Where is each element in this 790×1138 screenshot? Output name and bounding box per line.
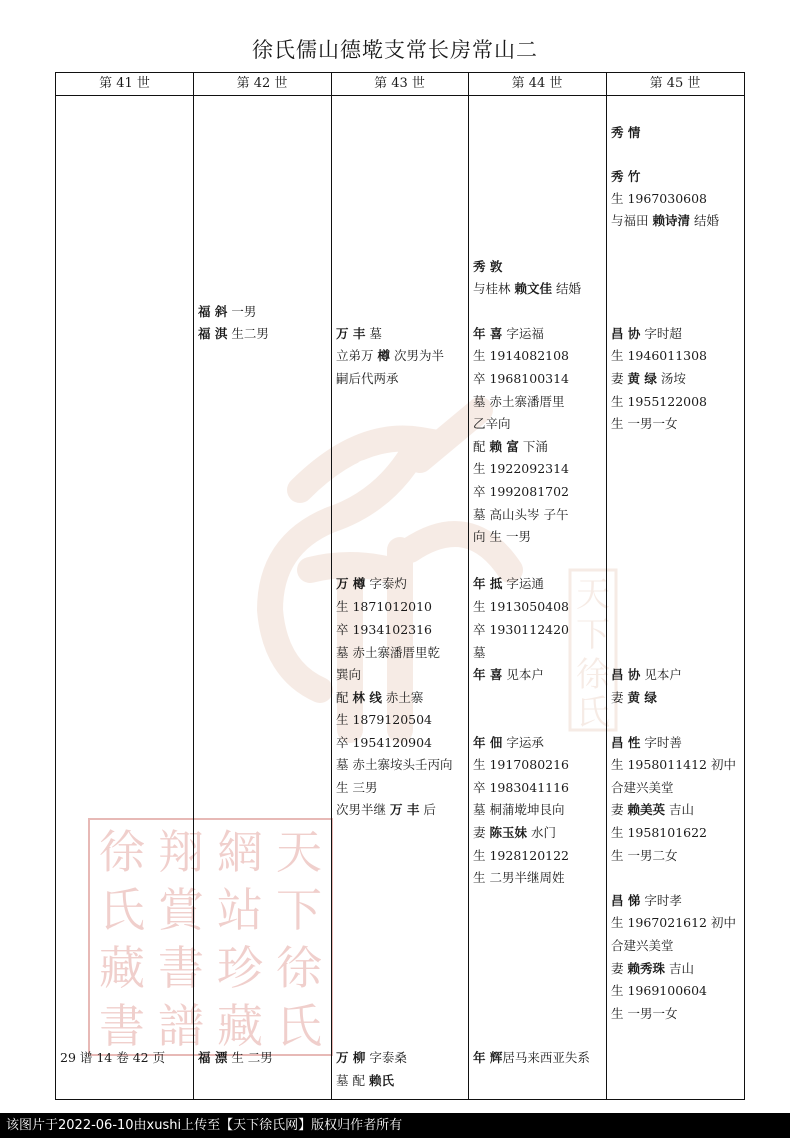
entry-line: 生 三男 [336,780,378,795]
entry-text: 妻 [611,802,628,817]
entry-text: 结婚 [690,213,719,228]
person-name: 年 喜 [473,326,503,341]
entry-line: 生 1969100604 [611,983,708,998]
entry-text: 水门 [527,825,556,840]
entry-line [611,123,640,143]
entry-text: 配 [473,439,490,454]
header-gen-43: 第 43 世 [374,76,425,91]
copyright-footer: 该图片于2022-06-10由xushi上传至【天下徐氏网】版权归作者所有 [0,1113,790,1138]
person-name: 万 丰 [389,802,420,817]
entry-line [198,302,256,322]
seal-char: 網 [217,825,263,879]
seal-char: 譜 [158,999,204,1053]
entry-line: 墓 赤土寨潘厝里 [473,394,565,409]
entry-text: 生 二男 [227,1050,273,1065]
entry-line [336,800,436,820]
entry-line: 墓 高山头岑 子午 [473,507,569,522]
seal-char: 藏 [217,999,263,1053]
entry-line: 乙辛向 [473,416,511,431]
entry-line [611,665,682,685]
entry-line [198,324,269,344]
seal-char: 站 [217,883,263,937]
person-name: 年 佃 [473,735,503,750]
entry-line: 生 一男二女 [611,848,678,863]
entry-text: 吉山 [665,802,694,817]
person-name: 年 喜 [473,667,503,682]
svg-text:下: 下 [576,615,610,655]
seal-char: 珍 [217,941,263,995]
entry-line: 墓 [473,645,486,660]
entry-line [473,257,502,277]
entry-line [611,688,657,708]
person-name: 赖 富 [489,439,519,454]
person-name: 福 漂 [198,1050,228,1065]
entry-line [473,823,556,843]
entry-line: 生 1955122008 [611,394,708,409]
seal-char: 書 [99,999,145,1053]
entry-text: 生二男 [227,326,269,341]
entry-line: 嗣后代两承 [336,371,399,386]
entry-line: 生 二男半继周姓 [473,870,565,885]
entry-line: 生 1967021612 初中 [611,915,736,930]
entry-line [611,800,694,820]
entry-line [473,279,581,299]
entry-text: 妻 [611,371,628,386]
person-name: 昌 悌 [611,893,641,908]
entry-line: 合建兴美堂 [611,938,674,953]
entry-text: 字泰桑 [365,1050,407,1065]
entry-text: 一男 [227,304,257,319]
entry-line [336,688,423,708]
entry-line [611,733,682,753]
entry-text: 与桂林 [473,281,515,296]
person-name: 林 线 [352,690,382,705]
person-name: 赖氏 [368,1073,394,1088]
entry-text: 与福田 [611,213,653,228]
entry-text: 墓 [365,326,382,341]
person-name: 赖美英 [627,802,665,817]
entry-text: 字泰灼 [365,576,407,591]
entry-line: 墓 赤土寨潘厝里乾 [336,645,440,660]
entry-line: 墓 桐蒲墘坤艮向 [473,802,565,817]
person-name: 福 淇 [198,326,228,341]
entry-text: 妻 [611,690,628,705]
svg-text:氏: 氏 [576,693,610,733]
seal-char: 書 [158,941,204,995]
entry-line: 生 1914082108 [473,348,570,363]
entry-text: 赤土寨 [381,690,424,705]
person-name: 昌 协 [611,667,641,682]
entry-text: 下涌 [518,439,548,454]
seal-char: 賞 [158,883,204,937]
entry-line [473,324,544,344]
entry-line [611,324,682,344]
person-name: 年 辉 [473,1050,503,1065]
seal-char: 翔 [158,825,204,879]
person-name: 樽 [377,348,390,363]
person-name: 赖诗清 [652,213,690,228]
person-name: 赖秀珠 [627,961,665,976]
entry-line: 墓 赤土寨垵头壬丙向 [336,757,453,772]
seal-char: 徐 [99,825,145,879]
entry-text: 配 [336,690,353,705]
entry-line: 生 1946011308 [611,348,708,363]
person-name: 秀 竹 [611,169,641,184]
column-divider [606,73,607,1099]
person-name: 昌 协 [611,326,641,341]
person-name: 陈玉妹 [489,825,527,840]
entry-line [473,665,544,685]
entry-line: 卒 1934102316 [336,622,433,637]
person-name: 万 丰 [336,326,366,341]
entry-line [473,733,544,753]
person-name: 秀 敦 [473,259,503,274]
entry-line: 合建兴美堂 [611,780,674,795]
entry-text: 见本户 [502,667,544,682]
entry-line [611,167,640,187]
entry-line: 生 1917080216 [473,757,570,772]
entry-line: 生 1871012010 [336,599,433,614]
entry-text: 字运福 [502,326,544,341]
entry-line [336,1071,394,1091]
entry-line [611,369,686,389]
header-gen-44: 第 44 世 [511,76,563,91]
entry-text: 字运承 [502,735,544,750]
entry-text: 见本户 [640,667,682,682]
person-name: 年 抵 [473,576,503,591]
seal-char: 天 [276,825,322,879]
seal-char: 藏 [99,941,145,995]
entry-line: 生 一男一女 [611,416,678,431]
seal-char: 下 [276,883,322,937]
entry-line: 生 1928120122 [473,848,570,863]
entry-text: 结婚 [552,281,581,296]
entry-line [336,346,444,366]
entry-text: 吉山 [665,961,694,976]
entry-line [473,1048,590,1068]
person-name: 赖文佳 [514,281,552,296]
entry-line [473,574,544,594]
entry-text: 后 [419,802,436,817]
seal-char: 氏 [276,999,322,1053]
entry-line: 生 1879120504 [336,712,433,727]
person-name: 黄 绿 [627,690,657,705]
header-gen-41: 第 41 世 [99,76,150,91]
entry-text: 汤垵 [656,371,686,386]
entry-text: 字时善 [640,735,682,750]
entry-text: 次男半继 [336,802,390,817]
entry-text: 妻 [611,961,628,976]
header-gen-45: 第 45 世 [649,76,701,91]
page-reference: 29 谱 14 卷 42 页 [60,1050,166,1065]
entry-line [611,891,682,911]
entry-line: 卒 1954120904 [336,735,433,750]
entry-text: 字运通 [502,576,544,591]
entry-line [336,1048,407,1068]
entry-line: 卒 1968100314 [473,371,570,386]
column-divider [331,73,332,1099]
entry-line: 卒 1983041116 [473,780,570,795]
entry-line [611,959,694,979]
column-divider [468,73,469,1099]
entry-line: 生 1958101622 [611,825,708,840]
person-name: 黄 绿 [627,371,657,386]
entry-text: 字时超 [640,326,682,341]
svg-text:徐: 徐 [576,655,610,695]
entry-text: 字时孝 [640,893,682,908]
column-divider [193,73,194,1099]
entry-text: 妻 [473,825,490,840]
entry-line: 生 一男一女 [611,1006,678,1021]
header-gen-42: 第 42 世 [236,76,288,91]
entry-line [198,1048,273,1068]
header-divider [56,95,744,96]
entry-line: 卒 1930112420 [473,622,570,637]
entry-text: 次男为半 [390,348,444,363]
entry-line [336,574,407,594]
person-name: 福 斜 [198,304,228,319]
entry-line: 生 1913050408 [473,599,570,614]
person-name: 秀 情 [611,125,641,140]
page-title: 徐氏儒山德墘支常长房常山二 [252,38,538,62]
svg-text:天: 天 [576,575,610,615]
entry-text: 墓 配 [336,1073,369,1088]
entry-line [611,211,719,231]
entry-line: 巽向 [336,667,362,682]
entry-line [336,324,382,344]
entry-line: 生 1922092314 [473,461,570,476]
genealogy-table [55,72,745,1100]
seal-char: 氏 [99,883,145,937]
person-name: 万 樽 [336,576,366,591]
person-name: 万 柳 [336,1050,366,1065]
entry-line: 生 1958011412 初中 [611,757,736,772]
entry-text: 居马来西亚失系 [502,1050,590,1065]
person-name: 昌 性 [611,735,641,750]
entry-line: 向 生 一男 [473,529,531,544]
entry-line [473,437,548,457]
entry-line: 卒 1992081702 [473,484,570,499]
seal-char: 徐 [276,941,322,995]
entry-line: 生 1967030608 [611,191,708,206]
entry-text: 立弟万 [336,348,378,363]
